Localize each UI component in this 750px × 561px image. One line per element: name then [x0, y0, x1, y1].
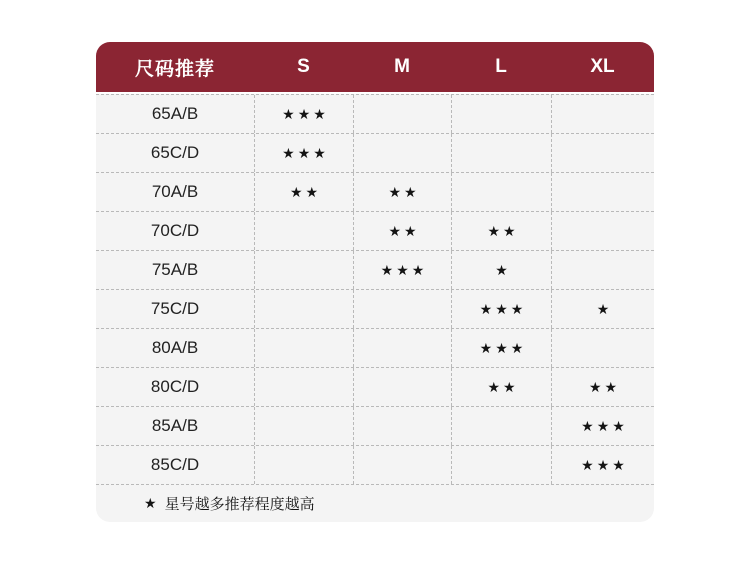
star-rating-cell [551, 173, 654, 211]
table-header-row [96, 42, 654, 92]
size-row-label: 80C/D [150, 377, 200, 396]
size-row-label: 70A/B [151, 182, 199, 201]
column-header-l: L [495, 56, 507, 77]
star-rating-cell [551, 95, 654, 133]
star-rating-cell [551, 329, 654, 367]
star-rating-cell [254, 368, 353, 406]
star-rating-cell [353, 407, 451, 445]
star-rating-cell: ★★★ [254, 95, 353, 133]
star-rating-cell [451, 446, 551, 484]
star-rating-cell: ★★★ [451, 329, 551, 367]
size-row-label: 85A/B [151, 416, 199, 435]
table-row [96, 133, 654, 172]
size-row-label: 85C/D [150, 455, 200, 474]
table-row [96, 328, 654, 367]
footnote-text: 星号越多推荐程度越高 [164, 496, 315, 513]
star-rating-cell: ★ [451, 251, 551, 289]
size-row-label: 80A/B [151, 338, 199, 357]
column-header-m: M [394, 56, 410, 77]
star-rating-cell: ★★★ [551, 446, 654, 484]
star-rating-cell: ★★★ [353, 251, 451, 289]
table-row [96, 172, 654, 211]
table-row [96, 406, 654, 445]
size-row-label: 75A/B [151, 260, 199, 279]
star-rating-cell: ★★ [451, 368, 551, 406]
table-row [96, 445, 654, 484]
column-header-xl: XL [590, 56, 615, 77]
star-rating-cell: ★★ [254, 173, 353, 211]
star-icon: ★ [144, 495, 157, 511]
star-rating-cell: ★★ [353, 212, 451, 250]
star-rating-cell: ★★ [451, 212, 551, 250]
star-rating-cell: ★★ [551, 368, 654, 406]
table-footnote [96, 484, 654, 522]
star-rating-cell [254, 329, 353, 367]
table-header-title: 尺码推荐 [134, 58, 215, 80]
star-rating-cell: ★★ [353, 173, 451, 211]
star-rating-cell: ★★★ [551, 407, 654, 445]
table-row [96, 94, 654, 133]
star-rating-cell: ★ [551, 290, 654, 328]
table-body [96, 94, 654, 484]
star-rating-cell: ★★★ [254, 134, 353, 172]
star-rating-cell: ★★★ [451, 290, 551, 328]
star-rating-cell [254, 290, 353, 328]
table-row [96, 289, 654, 328]
size-row-label: 70C/D [150, 221, 200, 240]
star-rating-cell [353, 446, 451, 484]
star-rating-cell [353, 134, 451, 172]
star-rating-cell [353, 329, 451, 367]
star-rating-cell [451, 407, 551, 445]
size-row-label: 65A/B [151, 104, 199, 123]
star-rating-cell [254, 212, 353, 250]
column-header-s: S [297, 56, 310, 77]
table-row [96, 367, 654, 406]
table-row [96, 211, 654, 250]
star-rating-cell [254, 407, 353, 445]
star-rating-cell [451, 134, 551, 172]
star-rating-cell [551, 251, 654, 289]
star-rating-cell [551, 134, 654, 172]
star-rating-cell [451, 95, 551, 133]
star-rating-cell [353, 95, 451, 133]
size-row-label: 75C/D [150, 299, 200, 318]
star-rating-cell [551, 212, 654, 250]
size-row-label: 65C/D [150, 143, 200, 162]
star-rating-cell [254, 446, 353, 484]
star-rating-cell [353, 368, 451, 406]
size-recommendation-table [96, 42, 654, 522]
star-rating-cell [353, 290, 451, 328]
star-rating-cell [254, 251, 353, 289]
table-row [96, 250, 654, 289]
star-rating-cell [451, 173, 551, 211]
